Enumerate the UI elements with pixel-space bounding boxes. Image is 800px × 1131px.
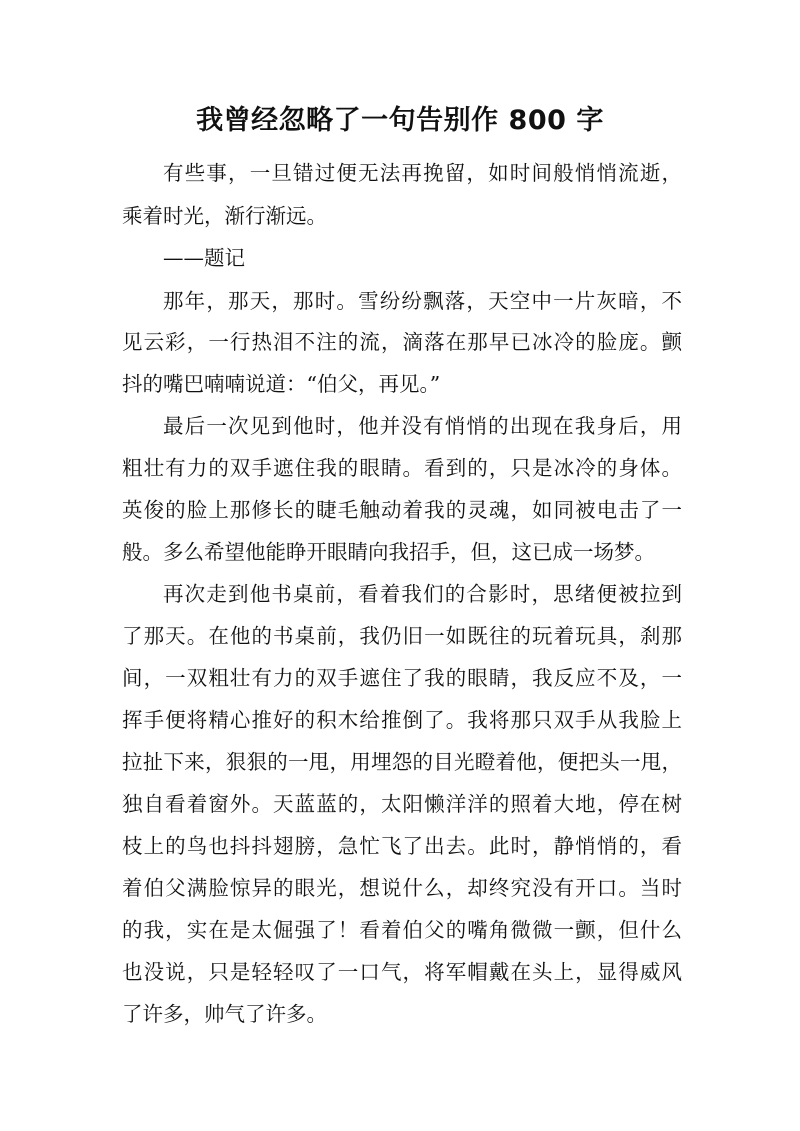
paragraph-line: 的我，实在是太倔强了！看着伯父的嘴角微微一颤，但什么 [122,918,682,942]
epigraph-attribution: ——题记 [163,246,245,270]
paragraph-line: 再次走到他书桌前，看着我们的合影时，思绪便被拉到 [163,582,682,606]
paragraph-line: 乘着时光，渐行渐远。 [122,204,327,228]
paragraph-line: 着伯父满脸惊异的眼光，想说什么，却终究没有开口。当时 [122,876,682,900]
paragraph-line: 也没说，只是轻轻叹了一口气，将军帽戴在头上，显得威风 [122,960,682,984]
paragraph-line: 枝上的鸟也抖抖翅膀，急忙飞了出去。此时，静悄悄的，看 [122,834,682,858]
paragraph-line: 独自看着窗外。天蓝蓝的，太阳懒洋洋的照着大地，停在树 [122,792,682,816]
paragraph-line: 拉扯下来，狠狠的一甩，用埋怨的目光瞪着他，便把头一甩， [122,750,682,774]
paragraph-line: 了那天。在他的书桌前，我仍旧一如既往的玩着玩具，刹那 [122,624,682,648]
document-title: 我曾经忽略了一句告别作 800 字 [196,105,604,136]
paragraph-line: 见云彩，一行热泪不注的流，滴落在那早已冰冷的脸庞。颤 [122,330,682,354]
paragraph-line: 有些事，一旦错过便无法再挽留，如时间般悄悄流逝， [163,161,682,185]
paragraph-line: 抖的嘴巴喃喃说道：“伯父，再见。” [122,372,441,396]
paragraph-line: 间，一双粗壮有力的双手遮住了我的眼睛，我反应不及，一 [122,666,682,690]
paragraph-line: 般。多么希望他能睁开眼睛向我招手，但，这已成一场梦。 [122,540,655,564]
paragraph-line: 挥手便将精心推好的积木给推倒了。我将那只双手从我脸上 [122,708,682,732]
paragraph-line: 粗壮有力的双手遮住我的眼睛。看到的，只是冰冷的身体。 [122,456,682,480]
paragraph-line: 最后一次见到他时，他并没有悄悄的出现在我身后，用 [163,414,682,438]
paragraph-line: 英俊的脸上那修长的睫毛触动着我的灵魂，如同被电击了一 [122,498,682,522]
paragraph-line: 那年，那天，那时。雪纷纷飘落，天空中一片灰暗，不 [163,289,682,313]
paragraph-line: 了许多，帅气了许多。 [122,1002,327,1026]
